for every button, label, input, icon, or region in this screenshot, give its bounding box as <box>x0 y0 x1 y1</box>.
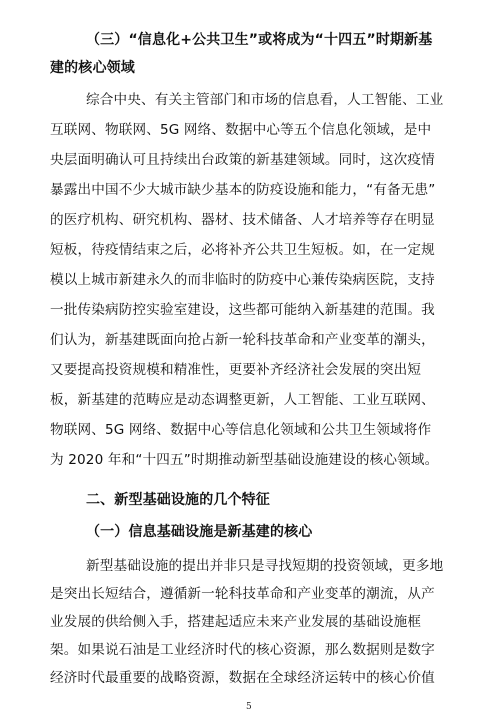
subsection-1-heading: （一）信息基础设施是新基建的核心 <box>86 524 313 540</box>
section-2-heading: 二、新型基础设施的几个特征 <box>86 492 270 508</box>
subsection-1-paragraph-line: 架。如果说石油是工业经济时代的核心资源，那么数据则是数字 <box>50 642 435 658</box>
section-3-paragraph-line: 又要提高投资规模和精准性，更要补齐经济社会发展的突出短 <box>50 362 422 378</box>
section-3-heading-line-1: （三）“信息化+公共卫生”或将成为“十四五”时期新基 <box>86 32 433 48</box>
section-3-paragraph-line: 的医疗机构、研究机构、器材、技术储备、人才培养等存在明显 <box>50 212 435 228</box>
subsection-1-paragraph-line: 业发展的供给侧入手，搭建起适应未来产业发展的基础设施框 <box>50 614 422 630</box>
section-3-paragraph-line: 模以上城市新建永久的而非临时的防疫中心兼传染病医院，支持 <box>50 272 435 288</box>
subsection-1-paragraph-line: 经济时代最重要的战略资源，数据在全球经济运转中的核心价值 <box>50 670 435 686</box>
page-number: 5 <box>246 702 252 712</box>
section-3-paragraph-line: 短板，待疫情结束之后，必将补齐公共卫生短板。如，在一定规 <box>50 242 435 258</box>
section-3-paragraph-line: 互联网、物联网、5G 网络、数据中心等五个信息化领域，是中 <box>50 122 432 138</box>
section-3-paragraph-line: 暴露出中国不少大城市缺少基本的防疫设施和能力，“有备无患” <box>50 182 436 198</box>
section-3-paragraph-line: 央层面明确认可且持续出台政策的新基建领域。同时，这次疫情 <box>50 152 435 168</box>
subsection-1-paragraph-line: 是突出长短结合，遵循新一轮科技革命和产业变革的潮流，从产 <box>50 586 435 602</box>
section-3-paragraph-line: 综合中央、有关主管部门和市场的信息看，人工智能、工业 <box>86 92 444 108</box>
section-3-paragraph-line: 物联网、5G 网络、数据中心等信息化领域和公共卫生领域将作 <box>50 422 432 438</box>
section-3-paragraph-line: 一批传染病防控实验室建设，这些都可能纳入新基建的范围。我 <box>50 302 435 318</box>
section-3-paragraph-line: 板，新基建的范畴应是动态调整更新，人工智能、工业互联网、 <box>50 392 435 408</box>
section-3-paragraph-line: 为 2020 年和“十四五”时期推动新型基础设施建设的核心领域。 <box>50 452 439 468</box>
section-3-heading-line-2: 建的核心领域 <box>50 60 135 76</box>
section-3-paragraph-line: 们认为，新基建既面向抢占新一轮科技革命和产业变革的潮头， <box>50 332 435 348</box>
subsection-1-paragraph-line: 新型基础设施的提出并非只是寻找短期的投资领域，更多地 <box>86 558 444 574</box>
